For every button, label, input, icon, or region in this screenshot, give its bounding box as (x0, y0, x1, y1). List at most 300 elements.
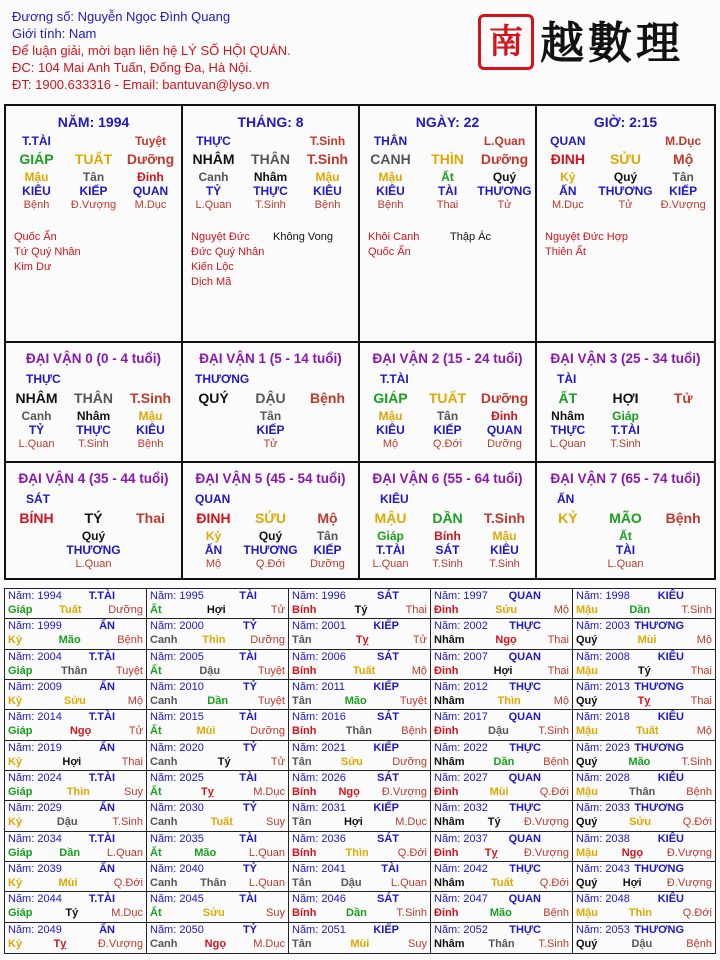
life-stage: L.Quan (483, 134, 526, 148)
year-stem: Quý (576, 937, 598, 950)
shensha-item: Quốc Ấn (368, 246, 411, 258)
year-stem: Nhâm (434, 634, 465, 647)
year-branch: Tý (637, 664, 651, 677)
year-stem: Nhâm (434, 877, 465, 889)
year-cell (5, 923, 147, 953)
year-branch: Tuất (210, 816, 233, 829)
year-branch: Thìn (345, 846, 369, 859)
ten-god: THỰC (196, 134, 231, 148)
year-stage: Q.Đới (539, 786, 569, 798)
year-ten-god: SÁT (377, 711, 399, 724)
year-cell (147, 862, 289, 892)
year-ten-god: T.TÀI (88, 711, 115, 724)
year-label: Năm: 2007 (434, 650, 488, 663)
year-stem: Quý (576, 634, 598, 647)
dai-van-3 (537, 343, 714, 463)
year-ten-god: SÁT (377, 772, 399, 784)
year-cell (289, 862, 431, 892)
year-cell (289, 801, 431, 831)
ten-god (597, 134, 655, 148)
shensha-item: Nguyệt Đức Hợp (545, 231, 629, 243)
year-label: Năm: 2012 (434, 681, 488, 693)
row (362, 437, 533, 451)
year-ten-god: TÀI (239, 650, 257, 663)
earthly-branch: DẬU (255, 390, 286, 406)
shensha-right (450, 230, 491, 245)
year-stage: Q.Đới (682, 816, 712, 829)
year-stage: Đ.Vượng (97, 937, 143, 950)
year-stem: Đinh (434, 786, 459, 798)
year-branch: Thân (200, 877, 227, 889)
year-cell (289, 619, 431, 649)
stem-state: Dưỡng (480, 390, 529, 406)
hidden-stage: Bệnh (377, 199, 404, 211)
year-ten-god: TÀI (381, 863, 399, 875)
year-ten-god: THƯƠNG (634, 923, 684, 936)
year-stem: Đinh (434, 664, 459, 677)
hidden-stage: T.Sinh (78, 438, 109, 450)
row (8, 170, 179, 184)
hidden-star: THƯƠNG (598, 184, 653, 198)
pillar-2 (360, 106, 537, 343)
earthly-branch: MÃO (609, 510, 642, 526)
row (8, 437, 179, 451)
shensha-left (14, 230, 81, 275)
hidden-stage: T.Sinh (432, 558, 463, 570)
year-cell (289, 650, 431, 680)
row (185, 543, 356, 557)
stem-state: Bệnh (665, 510, 701, 526)
row (185, 507, 356, 529)
phone-email: ĐT: 1900.633316 - Email: bantuvan@lyso.vn (12, 77, 270, 92)
year-label: Năm: 2051 (292, 923, 346, 936)
earthly-branch: DẦN (432, 510, 463, 526)
earthly-branch: SỬU (254, 510, 287, 526)
year-branch: Dần (59, 846, 81, 859)
hidden-stem: Quý (613, 170, 638, 184)
dai-van-title: ĐẠI VẬN 6 (55 - 64 tuổi) (372, 471, 523, 486)
hidden-stage (539, 557, 597, 571)
year-ten-god: ẤN (99, 620, 115, 633)
year-cell (289, 892, 431, 922)
dai-van-title: ĐẠI VẬN 7 (65 - 74 tuổi) (550, 471, 701, 486)
year-branch: Ngọ (495, 634, 517, 647)
shensha-left (545, 230, 628, 260)
year-label: Năm: 2047 (434, 893, 488, 906)
year-label: Năm: 1994 (8, 590, 62, 602)
shensha-item: Đức Quý Nhân (191, 246, 265, 258)
year-ten-god: TỶ (242, 802, 257, 815)
hidden-star (539, 543, 597, 557)
year-branch: Dần (493, 755, 515, 768)
row (362, 184, 533, 198)
year-branch: Tỵ (355, 634, 369, 647)
year-cell (147, 589, 289, 619)
hidden-stage: M.Dục (134, 199, 167, 211)
year-ten-god: KIẾP (373, 741, 399, 754)
year-cell (431, 619, 573, 649)
year-branch: Dậu (199, 664, 221, 677)
year-label: Năm: 2010 (150, 681, 204, 693)
year-stage: L.Quan (106, 846, 143, 859)
year-stage: Dưỡng (392, 755, 427, 768)
heavenly-stem: NHÂM (15, 390, 58, 406)
year-label: Năm: 2032 (434, 802, 488, 815)
stem-state: Dưỡng (480, 151, 529, 167)
year-branch: Dần (346, 907, 367, 920)
year-branch: Tỵ (637, 695, 651, 707)
year-branch: Mùi (489, 786, 509, 798)
hidden-stage: Tử (618, 199, 633, 211)
shensha-right (273, 230, 333, 245)
hidden-star: T.TÀI (611, 423, 640, 437)
year-ten-god: T.TÀI (88, 590, 115, 602)
year-branch: Sửu (340, 755, 363, 768)
hidden-star: QUAN (132, 184, 169, 198)
hidden-star: KIẾP (79, 184, 108, 198)
hidden-stem: Nhâm (76, 409, 111, 423)
year-label: Năm: 2046 (292, 893, 346, 906)
row (539, 170, 712, 184)
year-cell (147, 801, 289, 831)
hidden-stem (299, 409, 356, 423)
year-label: Năm: 2001 (292, 620, 346, 633)
year-stem: Mậu (576, 786, 598, 798)
year-label: Năm: 2016 (292, 711, 346, 724)
year-stage: Bệnh (401, 725, 427, 738)
year-branch: Hợi (622, 877, 642, 889)
hidden-star: T.TÀI (376, 543, 405, 557)
year-stem: Nhâm (434, 816, 465, 829)
year-label: Năm: 2015 (150, 711, 204, 724)
year-stage: T.Sinh (538, 937, 569, 950)
year-label: Năm: 2038 (576, 832, 630, 845)
year-stem: Ất (150, 846, 162, 859)
year-ten-god: QUAN (508, 772, 541, 784)
year-label: Năm: 1998 (576, 590, 630, 602)
year-stem: Quý (576, 695, 598, 707)
ten-god: THÂN (373, 134, 408, 148)
year-cell (431, 771, 573, 801)
year-branch: Ngọ (69, 725, 92, 738)
earthly-branch: TUẤT (74, 151, 113, 167)
year-branch: Dậu (631, 937, 653, 950)
heavenly-stem: QUÝ (198, 390, 229, 406)
seal-logo: 南 (478, 14, 534, 70)
dai-van-4 (6, 463, 183, 580)
life-stage: Tuyệt (134, 134, 167, 148)
year-ten-god: THỰC (509, 863, 541, 875)
year-branch: Sửu (202, 907, 225, 920)
year-stage: Thai (690, 664, 712, 677)
gender: Giới tính: Nam (12, 26, 97, 41)
hidden-stage: L.Quan (549, 438, 586, 450)
row (185, 170, 356, 184)
year-stem: Canh (150, 755, 178, 768)
year-branch: Thìn (497, 695, 521, 707)
hidden-stage (122, 557, 179, 571)
year-ten-god: KIÊU (657, 711, 684, 724)
year-label: Năm: 2018 (576, 711, 630, 724)
year-stem: Quý (576, 877, 598, 889)
year-cell (573, 650, 715, 680)
year-label: Năm: 2002 (434, 620, 488, 633)
year-cell (431, 741, 573, 771)
year-ten-god: ẤN (99, 681, 115, 693)
row (185, 423, 356, 437)
pillar-title: GIỜ: 2:15 (593, 114, 658, 130)
hidden-stem: Mậu (378, 409, 403, 423)
heavenly-stem: GIÁP (373, 390, 408, 406)
year-label: Năm: 2008 (576, 650, 630, 663)
hidden-stem: Tân (672, 170, 694, 184)
year-ten-god: TỶ (242, 923, 257, 936)
life-stage: T.Sinh (309, 134, 346, 148)
hidden-stage: Dưỡng (487, 438, 522, 450)
row (8, 543, 179, 557)
year-stage: L.Quan (390, 877, 427, 889)
year-branch: Sửu (495, 604, 518, 616)
year-cell (147, 710, 289, 740)
year-stage: Suy (266, 816, 285, 829)
year-stem: Giáp (8, 664, 33, 677)
year-ten-god: T.TÀI (88, 832, 115, 845)
hidden-stem: Mậu (492, 529, 517, 543)
year-stem: Kỷ (8, 695, 23, 707)
year-cell (5, 832, 147, 862)
year-stem: Ất (150, 725, 162, 738)
year-stage: Bệnh (686, 786, 712, 798)
year-branch: Sửu (629, 816, 652, 829)
year-stage: Đ.Vượng (523, 846, 569, 859)
row (362, 148, 533, 170)
pillars-grid (4, 104, 716, 580)
year-stem: Ất (150, 907, 162, 920)
year-cell (289, 680, 431, 710)
stem-state: Bệnh (310, 390, 345, 406)
earthly-branch: THÌN (431, 151, 464, 167)
year-stem: Đinh (434, 725, 459, 738)
year-label: Năm: 2024 (8, 772, 62, 784)
shensha-item: Thập Ác (450, 231, 491, 243)
year-ten-god: QUAN (508, 590, 541, 602)
stem-state: T.Sinh (483, 510, 526, 526)
hidden-stage (8, 557, 65, 571)
year-ten-god: TÀI (239, 711, 257, 724)
year-stage: Mộ (127, 695, 143, 707)
year-cell (573, 923, 715, 953)
year-stage: Bệnh (117, 634, 143, 647)
year-ten-god: THỰC (509, 802, 541, 815)
year-stem: Đinh (434, 604, 459, 616)
year-branch: Ngọ (338, 786, 360, 798)
row (8, 423, 179, 437)
year-cell (147, 892, 289, 922)
hidden-stage: Đ.Vượng (70, 199, 117, 211)
year-label: Năm: 2042 (434, 863, 488, 875)
year-ten-god: TỶ (242, 863, 257, 875)
year-ten-god: KIÊU (657, 832, 684, 845)
year-ten-god: KIẾP (373, 802, 399, 815)
row (362, 387, 533, 409)
year-branch: Thân (629, 786, 656, 798)
year-stage: Thai (547, 634, 569, 647)
year-stage: Tử (270, 604, 285, 616)
year-stage: Mộ (696, 634, 712, 647)
year-ten-god: THỰC (509, 741, 541, 754)
year-cell (5, 589, 147, 619)
year-branch: Dậu (340, 877, 362, 889)
year-stage: T.Sinh (681, 604, 712, 616)
year-branch: Tỵ (200, 786, 214, 798)
row (185, 437, 356, 451)
hidden-star: SÁT (435, 543, 460, 557)
hidden-stage: Thai (436, 199, 459, 211)
year-stem: Kỷ (8, 634, 23, 647)
dai-van-title: ĐẠI VẬN 0 (0 - 4 tuổi) (25, 351, 161, 366)
year-cell (431, 680, 573, 710)
year-label: Năm: 2052 (434, 923, 488, 936)
dai-van-god: THỰC (26, 372, 61, 386)
dai-van-god: SÁT (26, 492, 50, 506)
stem-state: Thai (136, 510, 165, 526)
owner-name: Đương số: Nguyễn Ngọc Đình Quang (12, 9, 231, 24)
year-ten-god: TÀI (239, 893, 257, 906)
year-branch: Mùi (196, 725, 216, 738)
pillar-title: NGÀY: 22 (415, 114, 480, 130)
dai-van-god: THƯƠNG (195, 372, 250, 386)
year-stem: Tân (292, 937, 312, 950)
hidden-stem: Canh (198, 170, 229, 184)
year-cell (573, 771, 715, 801)
year-cell (573, 741, 715, 771)
year-stem: Canh (150, 877, 178, 889)
year-stage: Dưỡng (250, 634, 285, 647)
hidden-stage: L.Quan (607, 558, 644, 570)
hidden-star (654, 543, 712, 557)
year-stage: Thai (547, 664, 569, 677)
year-ten-god: TỶ (242, 620, 257, 633)
hidden-stem: Tân (436, 409, 459, 423)
hidden-star: QUAN (486, 423, 523, 437)
year-ten-god: KIÊU (657, 590, 684, 602)
row (8, 148, 179, 170)
year-stage: M.Dục (395, 816, 427, 829)
hidden-star (8, 543, 65, 557)
earthly-branch: HỢI (612, 390, 639, 406)
hidden-stage: Bệnh (314, 199, 341, 211)
hidden-stem: Đinh (491, 409, 518, 423)
year-label: Năm: 1995 (150, 590, 204, 602)
dai-van-5 (183, 463, 360, 580)
row (185, 387, 356, 409)
year-label: Năm: 2014 (8, 711, 62, 724)
year-branch: Thân (488, 937, 515, 950)
hidden-stem: Đinh (137, 170, 164, 184)
year-stage: Suy (408, 937, 427, 950)
hidden-star (122, 543, 179, 557)
year-ten-god: THỰC (509, 620, 541, 633)
year-stem: Bính (292, 907, 317, 920)
hidden-star: ẤN (204, 543, 223, 557)
year-stage: Thai (121, 755, 143, 768)
hidden-stem: Ất (441, 170, 454, 184)
year-stem: Kỷ (8, 816, 23, 829)
year-ten-god: T.TÀI (88, 772, 115, 784)
year-stage: Đ.Vượng (666, 877, 712, 889)
year-stem: Tân (292, 816, 312, 829)
hidden-star: TỶ (205, 184, 222, 198)
year-ten-god: THƯƠNG (634, 802, 684, 815)
year-label: Năm: 2009 (8, 681, 62, 693)
year-branch: Tuất (490, 877, 514, 889)
hidden-star: ẤN (559, 184, 577, 198)
year-stage: M.Dục (253, 937, 285, 950)
row (539, 387, 712, 409)
year-cell (147, 832, 289, 862)
row (8, 198, 179, 212)
year-stem: Quý (576, 816, 598, 829)
year-branch: Tuất (352, 664, 376, 677)
year-cell (431, 923, 573, 953)
year-branch: Mão (489, 907, 512, 920)
year-stage: T.Sinh (681, 755, 712, 768)
pillar-title: NĂM: 1994 (57, 114, 130, 130)
hidden-stem: Quý (258, 529, 283, 543)
year-stage: Mộ (553, 695, 569, 707)
heavenly-stem: MẬU (374, 510, 407, 526)
year-stem: Kỷ (8, 937, 23, 950)
dai-van-god: QUAN (195, 492, 231, 506)
hidden-stage (654, 557, 712, 571)
year-stem: Bính (292, 846, 317, 859)
year-cell (431, 650, 573, 680)
hidden-star: KIÊU (376, 423, 405, 437)
shensha-item: Kiến Lộc (191, 261, 234, 273)
year-branch: Mão (628, 755, 651, 768)
earthly-branch: SỬU (609, 151, 642, 167)
hidden-stem: Tân (259, 409, 282, 423)
year-branch: Tý (487, 816, 501, 829)
logo-text: 越數理 (540, 18, 684, 69)
year-ten-god: SÁT (377, 590, 399, 602)
year-cell (5, 892, 147, 922)
heavenly-stem: KỶ (558, 510, 578, 526)
year-label: Năm: 2049 (8, 923, 62, 936)
year-label: Năm: 2036 (292, 832, 346, 845)
year-stage: Mộ (696, 725, 712, 738)
shensha-item: Không Vong (273, 231, 333, 243)
year-branch: Mùi (58, 877, 78, 889)
heavenly-stem: ẤT (558, 390, 578, 406)
year-cell (573, 680, 715, 710)
hidden-stage: T.Sinh (610, 438, 641, 450)
year-cell (289, 923, 431, 953)
dai-van-1 (183, 343, 360, 463)
ten-god (242, 134, 299, 148)
year-ten-god: THỰC (509, 681, 541, 693)
shensha-left (368, 230, 419, 260)
year-label: Năm: 2017 (434, 711, 488, 724)
year-stage: Q.Đới (682, 907, 712, 920)
year-branch: Mão (344, 695, 367, 707)
year-label: Năm: 2041 (292, 863, 346, 875)
year-stem: Tân (292, 695, 312, 707)
year-ten-god: T.TÀI (88, 650, 115, 663)
shensha-item: Tứ Quý Nhân (14, 246, 81, 258)
heavenly-stem: BÍNH (19, 510, 54, 526)
year-ten-god: SÁT (377, 650, 399, 663)
